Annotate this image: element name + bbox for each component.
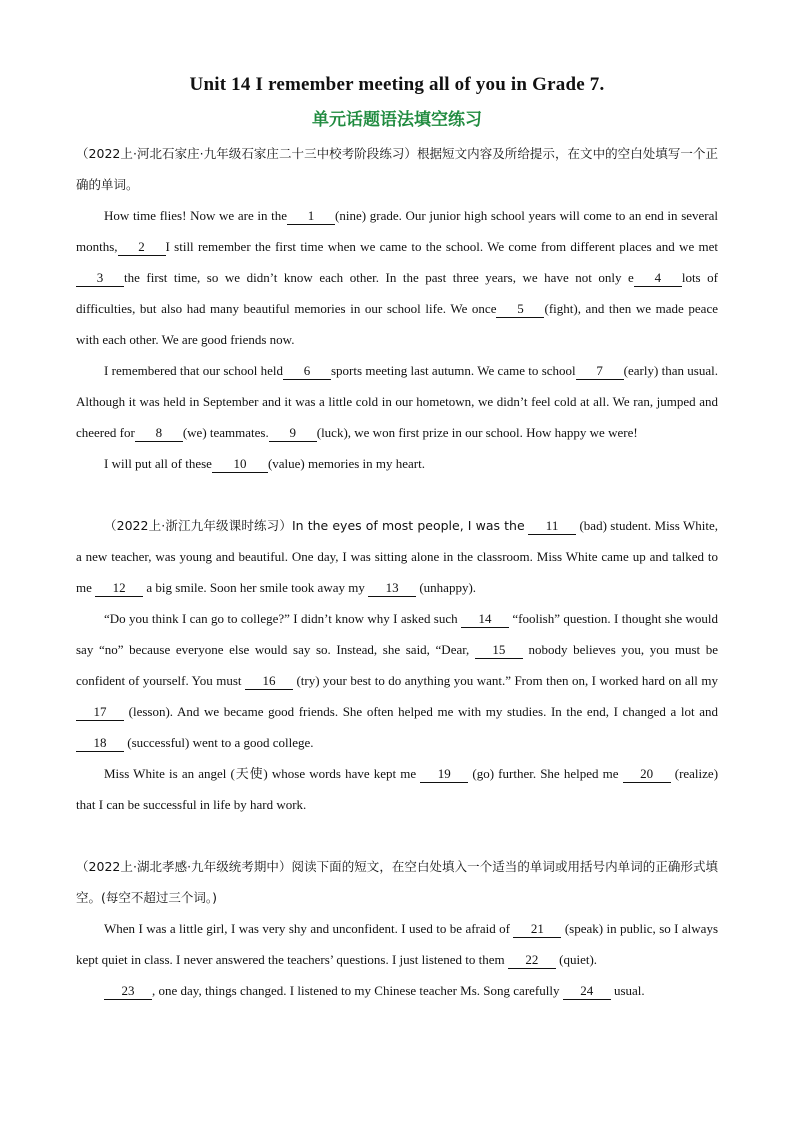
passage-text: (lesson). And we became good friends. She often helped me with my studies. In the end, I changed a lot and (128, 704, 719, 719)
answer-blank[interactable]: 12 (95, 580, 143, 597)
answer-blank[interactable]: 13 (368, 580, 416, 597)
passage-text: (value) memories in my heart. (267, 456, 425, 471)
passage-text: the first time, so we didn’t know each other. In the past three years, we have not only e (124, 270, 634, 285)
answer-blank[interactable]: 21 (513, 921, 561, 938)
passage-paragraph (76, 355, 718, 448)
passage-text: I remembered that our school held (104, 363, 283, 378)
answer-blank[interactable]: 16 (245, 673, 293, 690)
passage-text: (go) further. She helped me (472, 766, 619, 781)
section-2-instructions: （2022上·浙江九年级课时练习）In the eyes of most people, I was the (104, 518, 525, 533)
section-spacer (76, 479, 718, 510)
passage-text: (realize) that I can be successful in life by hard work. (76, 766, 719, 812)
answer-blank[interactable]: 23 (104, 983, 152, 1000)
answer-blank[interactable]: 18 (76, 735, 124, 752)
passage-text: “foolish” question. I thought she would say “no” because everyone else would say so. Instead, she said, “Dear, (76, 611, 718, 657)
answer-blank[interactable]: 6 (283, 363, 331, 380)
passage-text: sports meeting last autumn. We came to school (331, 363, 576, 378)
answer-blank[interactable]: 2 (118, 239, 166, 256)
answer-blank[interactable]: 19 (420, 766, 468, 783)
passage-paragraph (76, 510, 718, 603)
passage-section-3 (76, 851, 718, 1006)
answer-blank[interactable]: 14 (461, 611, 509, 628)
answer-blank[interactable]: 17 (76, 704, 124, 721)
passage-paragraph (76, 975, 718, 1006)
answer-blank[interactable]: 15 (475, 642, 523, 659)
passage-text: I will put all of these (104, 456, 212, 471)
section-1-instructions: （2022上·河北石家庄·九年级石家庄二十三中校考阶段练习）根据短文内容及所给提示，在文中的空白处填写一个正确的单词。 (76, 146, 718, 192)
passage-text: lots of difficulties, but also had many beautiful memories in our school life. We once (76, 270, 718, 316)
answer-blank[interactable]: 7 (576, 363, 624, 380)
passage-text: (early) than usual. Although it was held in September and it was a little cold in our hometown, we didn’t feel cold at all. We ran, jumped and cheered for (76, 363, 718, 440)
passage-text: (successful) went to a good college. (127, 735, 314, 750)
passage-text: (speak) in public, so I always kept quiet in class. I never answered the teachers’ questions. I just listened to them (76, 921, 719, 967)
answer-blank[interactable]: 3 (76, 270, 124, 287)
passage-text: (bad) student. Miss White, a new teacher, was young and beautiful. One day, I was sitting alone in the classroom. Miss White came up and talked to me (76, 518, 718, 595)
passage-text: (fight), and then we made peace with each other. We are good friends now. (76, 301, 718, 347)
passage-text: (nine) grade. Our junior high school years will come to an end in several months, (76, 208, 719, 254)
answer-blank[interactable]: 1 (287, 208, 335, 225)
passage-text: “Do you think I can go to college?” I didn’t know why I asked such (104, 611, 458, 626)
section-spacer (76, 820, 718, 851)
answer-blank[interactable]: 9 (269, 425, 317, 442)
answer-blank[interactable]: 22 (508, 952, 556, 969)
page-subtitle: 单元话题语法填空练习 (312, 110, 482, 130)
section-3-instructions: （2022上·湖北孝感·九年级统考期中）阅读下面的短文，在空白处填入一个适当的单词或用括号内单词的正确形式填空。(每空不超过三个词。) (76, 859, 718, 905)
passage-text: How time flies! Now we are in the (104, 208, 288, 223)
passage-text: (quiet). (559, 952, 598, 967)
passage-text: When I was a little girl, I was very shy and unconfident. I used to be afraid of (104, 921, 510, 936)
passage-paragraph (76, 448, 718, 479)
page-title: Unit 14 I remember meeting all of you in Grade 7. (189, 74, 605, 95)
passage-section-2 (76, 510, 718, 820)
passage-text: Miss White is an angel (天使) whose words have kept me (104, 766, 417, 781)
passage-text: , one day, things changed. I listened to my Chinese teacher Ms. Song carefully (152, 983, 560, 998)
passage-text: usual. (613, 983, 645, 998)
answer-blank[interactable]: 4 (634, 270, 682, 287)
passage-paragraph (76, 603, 718, 758)
passage-paragraph (76, 200, 718, 355)
answer-blank[interactable]: 5 (496, 301, 544, 318)
answer-blank[interactable]: 20 (623, 766, 671, 783)
passage-text: I still remember the first time when we came to the school. We come from different places and we met (165, 239, 718, 254)
passage-text: (try) your best to do anything you want.” From then on, I worked hard on all my (296, 673, 719, 688)
passage-text: (luck), we won first prize in our school. How happy we were! (316, 425, 638, 440)
passage-text: (we) teammates. (182, 425, 269, 440)
answer-blank[interactable]: 24 (563, 983, 611, 1000)
passage-text: a big smile. Soon her smile took away my (146, 580, 365, 595)
answer-blank[interactable]: 11 (528, 518, 576, 535)
answer-blank[interactable]: 10 (212, 456, 268, 473)
passage-text: nobody believes you, you must be confident of yourself. You must (76, 642, 719, 688)
passage-paragraph (76, 758, 718, 820)
passage-paragraph (76, 913, 718, 975)
passage-text: (unhappy). (419, 580, 477, 595)
answer-blank[interactable]: 8 (135, 425, 183, 442)
passage-section-1 (76, 138, 718, 479)
